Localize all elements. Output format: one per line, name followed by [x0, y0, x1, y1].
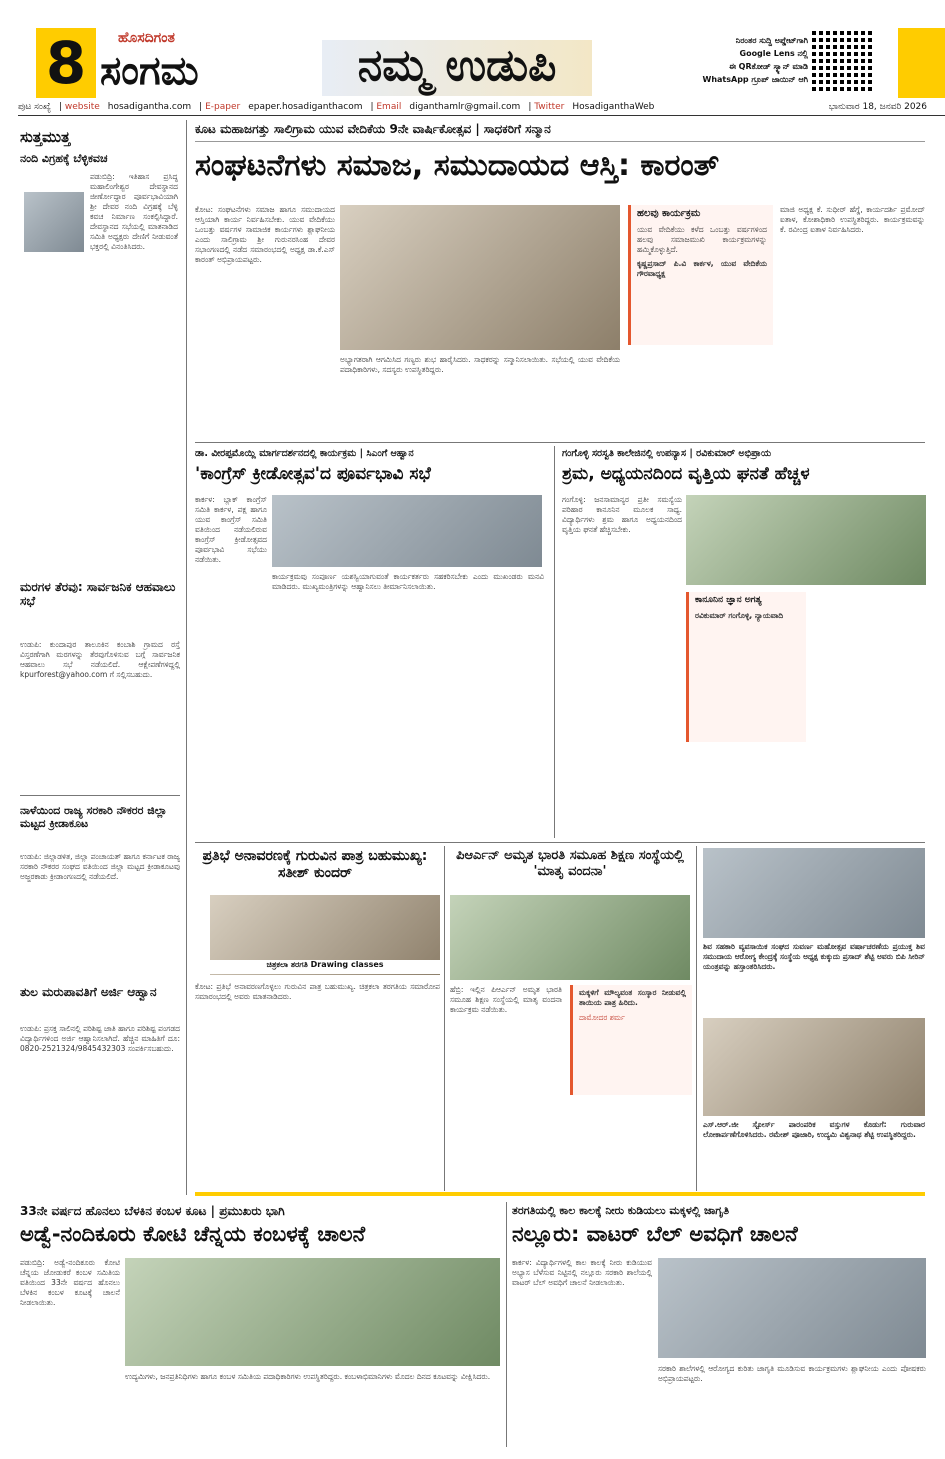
bottom-left-headline: ಅಡ್ವೆ-ನಂದಿಕೂರು ಕೋಟಿ ಚೆನ್ನಯ ಕಂಬಳಕ್ಕೆ ಚಾಲನೆ	[20, 1222, 366, 1246]
mid-left-photo	[272, 495, 542, 567]
mid-right-kicker: ಗಂಗೊಳ್ಳಿ ಸರಸ್ವತಿ ಕಾಲೇಜಿನಲ್ಲಿ ಉಪನ್ಯಾಸ | ರವಿಕುಮಾರ್ ಅಭಿಪ್ರಾಯ	[562, 448, 772, 459]
low-mid-photo	[450, 895, 690, 980]
qr-line: ನಿರಂತರ ಸುದ್ದಿ ಅಪ್ಡೇಟ್‌ಗಾಗಿ	[735, 36, 808, 45]
left-story-1-text: ಪಡುಬಿದ್ರಿ: ಇತಿಹಾಸ ಪ್ರಸಿದ್ಧ ಮಹಾಲಿಂಗೇಶ್ವರ ದೇವಸ್ಥಾನದ ಜೀರ್ಣೋದ್ಧಾರ ಪೂರ್ವಭಾವಿಯಾಗಿ ಶ್ರೀ ದೇವರ ನಂದಿ ವಿಗ್ರಹಕ್ಕೆ ಬೆಳ್ಳಿ ಕವಚ ನಿರ್ಮಾಣ ಸಂಕಲ್ಪಿಸಿದ್ದಾರೆ. ದೇವಸ್ಥಾನದ ಸಭೆಯಲ್ಲಿ ಮಾತನಾಡಿದ ಸಮಿತಿ ಅಧ್ಯಕ್ಷರು ದೇಣಿಗೆ ನೀಡುವಂತೆ ಭಕ್ತರಲ್ಲಿ ವಿನಂತಿಸಿದರು.	[90, 172, 178, 251]
bottom-left-text-1: ಪಡುಬಿದ್ರಿ: ಅಡ್ವೆ-ನಂದಿಕೂರು ಕೋಟಿ ಚೆನ್ನಯ ಜೋಡುಕರೆ ಕಂಬಳ ಸಮಿತಿಯ ವತಿಯಿಂದ 33ನೇ ವರ್ಷದ ಹೊನಲು ಬೆಳಕಿನ ಕಂಬಳ ಕೂಟಕ್ಕೆ ಚಾಲನೆ ನೀಡಲಾಯಿತು.	[20, 1258, 120, 1307]
qr-code-icon[interactable]	[812, 30, 872, 94]
box-credit: ಕೃಷ್ಣಪ್ರಸಾದ್ ಪಿ.ವಿ ಕಾರ್ಕಳ, ಯುವ ವೇದಿಕೆಯ ಗೌರವಾಧ್ಯಕ್ಷ	[637, 259, 767, 278]
column-rule	[696, 846, 697, 1191]
bottom-right-text-1: ಕಾರ್ಕಳ: ವಿದ್ಯಾರ್ಥಿಗಳಲ್ಲಿ ಕಾಲ ಕಾಲಕ್ಕೆ ನೀರು ಕುಡಿಯುವ ಅಭ್ಯಾಸ ಬೆಳೆಸುವ ನಿಟ್ಟಿನಲ್ಲಿ ನಲ್ಲೂರು ಸರಕಾರಿ ಶಾಲೆಯಲ್ಲಿ ವಾಟರ್ ಬೆಲ್ ಅವಧಿಗೆ ಚಾಲನೆ ನೀಡಲಾಯಿತು.	[512, 1258, 652, 1287]
top-text-1: ಕೋಟ: ಸಂಘಟನೆಗಳು ಸಮಾಜ ಹಾಗೂ ಸಮುದಾಯದ ಆಸ್ತಿಯಾಗಿ ಕಾರ್ಯ ನಿರ್ವಹಿಸಬೇಕು. ಯುವ ವೇದಿಕೆಯು ಒಂಬತ್ತು ವರ್ಷಗಳ ಸಾಮಾಜಿಕ ಕಾರ್ಯಗಳು ಶ್ಲಾಘನೀಯ ಎಂದು ಸಾಲಿಗ್ರಾಮ ಶ್ರೀ ಗುರುನರಸಿಂಹ ದೇವರ ಸಭಾಂಗಣದಲ್ಲಿ ನಡೆದ ಸಮಾರಂಭದಲ್ಲಿ ಅಧ್ಯಕ್ಷ ಡಾ.ಕೆ.ಎಸ್ ಕಾರಂತ್ ಅಭಿಪ್ರಾಯಪಟ್ಟರು.	[195, 205, 335, 264]
statue-photo	[24, 192, 84, 252]
top-text-2: ಅಭ್ಯಾಗತರಾಗಿ ಆಗಮಿಸಿದ ಗಣ್ಯರು ಶುಭ ಹಾರೈಸಿದರು. ಸಾಧಕರನ್ನು ಸನ್ಮಾನಿಸಲಾಯಿತು. ಸಭೆಯಲ್ಲಿ ಯುವ ವೇದಿಕೆಯ ಪದಾಧಿಕಾರಿಗಳು, ಸದಸ್ಯರು ಉಪಸ್ಥಿತರಿದ್ದರು.	[340, 355, 620, 374]
section-title: ನಮ್ಮ ಉಡುಪಿ	[322, 40, 592, 96]
bench-photo	[703, 1018, 925, 1116]
bottom-left-kicker: 33ನೇ ವರ್ಷದ ಹೊನಲು ಬೆಳಕಿನ ಕಂಬಳ ಕೂಟ | ಪ್ರಮುಖರು ಭಾಗಿ	[20, 1204, 285, 1218]
top-headline: ಸಂಘಟನೆಗಳು ಸಮಾಜ, ಸಮುದಾಯದ ಆಸ್ತಿ: ಕಾರಂತ್	[195, 148, 720, 183]
qr-line: ಈ QRಕೋಡ್ ಸ್ಕ್ಯಾನ್ ಮಾಡಿ	[728, 62, 808, 71]
epaper-link[interactable]: epaper.hosadiganthacom	[248, 102, 363, 112]
low-left-headline: ಪ್ರತಿಭೆ ಅನಾವರಣಕ್ಕೆ ಗುರುವಿನ ಪಾತ್ರ ಬಹುಮುಖ್ಯ: ಸತೀಶ್ ಕುಂದರ್	[202, 848, 428, 881]
top-photo	[340, 205, 620, 350]
page-number: 8	[36, 28, 96, 98]
mid-right-photo	[686, 495, 926, 585]
box-credit: ರವಿಕುಮಾರ್ ಗಂಗೊಳ್ಳಿ, ನ್ಯಾಯವಾದಿ	[695, 610, 784, 620]
low-right-caption-1: ಶಿವ ಸಹಕಾರಿ ವ್ಯವಸಾಯಿಕ ಸಂಘದ ಸುವರ್ಣ ಮಹೋತ್ಸವ ವರ್ಷಾಚರಣೆಯ ಪ್ರಯುಕ್ತ ಶಿವ ಸಮುದಾಯ ಆರೋಗ್ಯ ಕೇಂದ್ರಕ್ಕೆ ಸಂಸ್ಥೆಯ ಅಧ್ಯಕ್ಷ ಕುಕ್ಕುದು ಪ್ರಸಾದ್ ಶೆಟ್ಟಿ ಅವರು ಬಿಪಿ ಸೀರಿನ್ ಯಂತ್ರವನ್ನು ಹಸ್ತಾಂತರಿಸಿದರು.	[703, 942, 925, 971]
photo-caption: ಚಿತ್ರಕಲಾ ತರಗತಿ Drawing classes	[210, 960, 440, 974]
epaper-label: E-paper	[205, 102, 241, 112]
info-bar: ಪುಟ ಸಂಖ್ಯೆ | website hosadigantha.com | E-paper epaper.hosadiganthacom | Email diganthamlr@gmail.com | Twitter HosadiganthaWeb ಭಾನುವಾರ 18, ಜನವರಿ 2026	[18, 98, 945, 116]
low-left-text: ಕೋಟ: ಪ್ರತಿಭೆ ಅನಾವರಣಗೊಳ್ಳಲು ಗುರುವಿನ ಪಾತ್ರ ಬಹುಮುಖ್ಯ. ಚಿತ್ರಕಲಾ ತರಗತಿಯ ಸಮಾರೋಪ ಸಮಾರಂಭದಲ್ಲಿ ಅವರು ಮಾತನಾಡಿದರು.	[195, 982, 440, 1001]
left-story-4-headline: ತುಲ ಮರುಪಾವತಿಗೆ ಅರ್ಜಿ ಆಹ್ವಾನ	[20, 985, 157, 999]
low-mid-headline: ಪಿಆರ್ಎನ್ ಅಮೃತ ಭಾರತಿ ಸಮೂಹ ಶಿಕ್ಷಣ ಸಂಸ್ಥೆಯಲ್ಲಿ 'ಮಾತೃ ವಂದನಾ'	[456, 848, 684, 879]
highlight-box	[628, 205, 773, 345]
qr-line: WhatsApp ಗ್ರೂಪ್ ಜಾಯಿನ್ ಆಗಿ	[702, 75, 808, 84]
box-title: ಕಾನೂನಿನ ಜ್ಞಾನ ಅಗತ್ಯ	[695, 595, 762, 605]
bottom-left-text-2: ಉದ್ಯಮಿಗಳು, ಜನಪ್ರತಿನಿಧಿಗಳು ಹಾಗೂ ಕಂಬಳ ಸಮಿತಿಯ ಪದಾಧಿಕಾರಿಗಳು ಉಪಸ್ಥಿತರಿದ್ದರು. ಕಂಬಳಾಭಿಮಾನಿಗಳು ಮೊದಲ ದಿನದ ಕೂಟವನ್ನು ವೀಕ್ಷಿಸಿದರು.	[125, 1372, 491, 1381]
top-kicker: ಕೂಟ ಮಹಾಜಗತ್ತು ಸಾಲಿಗ್ರಾಮ ಯುವ ವೇದಿಕೆಯ 9ನೇ ವಾರ್ಷಿಕೋತ್ಸವ | ಸಾಧಕರಿಗೆ ಸನ್ಮಾನ	[195, 122, 925, 142]
brand-small: ಹೊಸದಿಗಂತ	[118, 30, 175, 46]
decor-bar	[195, 1192, 925, 1196]
bottom-right-kicker: ತರಗತಿಯಲ್ಲಿ ಕಾಲ ಕಾಲಕ್ಕೆ ನೀರು ಕುಡಿಯಲು ಮಕ್ಕಳಲ್ಲಿ ಜಾಗೃತಿ	[512, 1204, 730, 1217]
email-link[interactable]: diganthamlr@gmail.com	[409, 102, 521, 112]
web-label: website	[64, 102, 100, 112]
qr-line: Google Lens ನಲ್ಲಿ	[739, 49, 808, 58]
mid-left-text-2: ಕಾರ್ಯಕ್ರಮವು ಸಂಪೂರ್ಣ ಯಶಸ್ವಿಯಾಗುವಂತೆ ಕಾರ್ಯಕರ್ತರು ಸಹಕರಿಸಬೇಕು ಎಂದು ಮುಖಂಡರು ಮನವಿ ಮಾಡಿದರು. ಮುಖ್ಯಮಂತ್ರಿಗಳನ್ನು ಆಹ್ವಾನಿಸಲು ತೀರ್ಮಾನಿಸಲಾಯಿತು.	[272, 572, 544, 591]
column-rule	[186, 120, 187, 1195]
twitter-label: Twitter	[534, 102, 565, 112]
divider	[195, 442, 925, 443]
column-rule	[506, 1202, 507, 1447]
left-story-3-text: ಉಡುಪಿ: ಜಿಲ್ಲಾಡಳಿತ, ಜಿಲ್ಲಾ ಪಂಚಾಯತ್ ಹಾಗೂ ಕರ್ನಾಟಕ ರಾಜ್ಯ ಸರಕಾರಿ ನೌಕರರ ಸಂಘದ ವತಿಯಿಂದ ಜಿಲ್ಲಾ ಮಟ್ಟದ ಕ್ರೀಡಾಕೂಟವು ಅಜ್ಜರಕಾಡು ಕ್ರೀಡಾಂಗಣದಲ್ಲಿ ನಡೆಯಲಿದೆ.	[20, 852, 180, 881]
left-column-title: ಸುತ್ತಮುತ್ತ	[20, 128, 71, 146]
low-mid-box	[570, 985, 692, 1095]
mid-right-text-1: ಗಂಗೊಳ್ಳಿ: ಜನಸಾಮಾನ್ಯರ ಪ್ರತೀ ಸಮಸ್ಯೆಯ ಪರಿಹಾರ ಕಾನೂನಿನ ಮೂಲಕ ಸಾಧ್ಯ. ವಿದ್ಯಾರ್ಥಿಗಳು ಶ್ರಮ ಹಾಗೂ ಅಧ್ಯಯನದಿಂದ ವೃತ್ತಿಯ ಘನತೆ ಹೆಚ್ಚಿಸಬೇಕು.	[562, 495, 682, 534]
mid-right-box	[686, 592, 806, 742]
email-label: Email	[376, 102, 402, 112]
box-text: ಯುವ ವೇದಿಕೆಯು ಕಳೆದ ಒಂಬತ್ತು ವರ್ಷಗಳಿಂದ ಹಲವು ಸಮಾಜಮುಖಿ ಕಾರ್ಯಕ್ರಮಗಳನ್ನು ಹಮ್ಮಿಕೊಳ್ಳುತ್ತಿದೆ.	[637, 225, 767, 254]
column-rule	[444, 846, 445, 1191]
issue-date: ಭಾನುವಾರ 18, ಜನವರಿ 2026	[828, 102, 927, 112]
left-story-1-headline: ನಂದಿ ವಿಗ್ರಹಕ್ಕೆ ಬೆಳ್ಳಿಕವಚ	[20, 152, 108, 165]
decor-band	[898, 28, 945, 100]
brand-title: ಸಂಗಮ	[100, 48, 199, 94]
divider	[195, 842, 925, 843]
left-story-4-text: ಉಡುಪಿ: ಪ್ರಸಕ್ತ ಸಾಲಿನಲ್ಲಿ ಪರಿಶಿಷ್ಟ ಜಾತಿ ಹಾಗೂ ಪರಿಶಿಷ್ಟ ಪಂಗಡದ ವಿದ್ಯಾರ್ಥಿಗಳಿಂದ ಅರ್ಜಿ ಆಹ್ವಾನಿಸಲಾಗಿದೆ. ಹೆಚ್ಚಿನ ಮಾಹಿತಿಗೆ ದೂ: 0820-2521324/9845432303 ಸಂಪರ್ಕಿಸಬಹುದು.	[20, 1024, 180, 1053]
box-credit: ದಾಮೋದರ ಶರ್ಮ	[579, 1013, 625, 1022]
pages-label: ಪುಟ ಸಂಖ್ಯೆ	[18, 102, 51, 112]
mid-right-headline: ಶ್ರಮ, ಅಧ್ಯಯನದಿಂದ ವೃತ್ತಿಯ ಘನತೆ ಹೆಚ್ಚಳ	[562, 464, 810, 484]
low-mid-text: ಹೆಬ್ರಿ: ಇಲ್ಲಿನ ಪಿಆರ್ಎನ್ ಅಮೃತ ಭಾರತಿ ಸಮೂಹ ಶಿಕ್ಷಣ ಸಂಸ್ಥೆಯಲ್ಲಿ ಮಾತೃ ವಂದನಾ ಕಾರ್ಯಕ್ರಮ ನಡೆಯಿತು.	[450, 985, 562, 1014]
mid-left-headline: 'ಕಾಂಗ್ರೆಸ್ ಕ್ರೀಡೋತ್ಸವ'ದ ಪೂರ್ವಭಾವಿ ಸಭೆ	[195, 464, 431, 484]
top-text-3: ಮಾಜಿ ಅಧ್ಯಕ್ಷ ಕೆ. ಸುಧೀರ್ ಹೆಗ್ಡೆ, ಕಾರ್ಯದರ್ಶಿ ಪ್ರಮೋದ್ ಐತಾಳ, ಕೋಶಾಧಿಕಾರಿ ಉಪಸ್ಥಿತರಿದ್ದರು. ಕಾರ್ಯಕ್ರಮವನ್ನು ಕೆ. ರವೀಂದ್ರ ಐತಾಳ ನಿರ್ವಹಿಸಿದರು.	[780, 205, 925, 234]
bottom-right-headline: ನಲ್ಲೂರು: ವಾಟರ್ ಬೆಲ್ ಅವಧಿಗೆ ಚಾಲನೆ	[512, 1222, 798, 1246]
column-rule	[554, 446, 555, 838]
low-right-caption-2: ಎಸ್.ಆರ್.ಜೀ ಸ್ಟೋರ್ಸ್ ಪಾರಂಪರಿಕ ವಸ್ತುಗಳ ಕೊಡುಗೆ: ಗುರುವಾರ ಲೋಕಾರ್ಪಣೆಗೊಳಿಸಿದರು. ರಮೇಶ್ ಪೂಜಾರಿ, ಉದ್ಯಮಿ ವಿಶ್ವನಾಥ ಶೆಟ್ಟಿ ಉಪಸ್ಥಿತರಿದ್ದರು.	[703, 1120, 925, 1139]
bottom-right-text-2: ಸರಕಾರಿ ಶಾಲೆಗಳಲ್ಲಿ ಆರೋಗ್ಯದ ಕುರಿತು ಜಾಗೃತಿ ಮೂಡಿಸುವ ಕಾರ್ಯಕ್ರಮಗಳು ಶ್ಲಾಘನೀಯ ಎಂದು ಪೋಷಕರು ಅಭಿಪ್ರಾಯಪಟ್ಟರು.	[658, 1364, 926, 1383]
twitter-link[interactable]: HosadiganthaWeb	[572, 102, 655, 112]
left-story-2-headline: ಮರಗಳ ತೆರವು: ಸಾರ್ವಜನಿಕ ಆಹವಾಲು ಸಭೆ	[20, 580, 176, 609]
mid-left-text-1: ಕಾರ್ಕಳ: ಬ್ಲಾಕ್ ಕಾಂಗ್ರೆಸ್ ಸಮಿತಿ ಕಾರ್ಕಳ, ಪಕ್ಷ ಹಾಗೂ ಯುವ ಕಾಂಗ್ರೆಸ್ ಸಮಿತಿ ವತಿಯಿಂದ ನಡೆಯಲಿರುವ ಕಾಂಗ್ರೆಸ್ ಕ್ರೀಡೋತ್ಸವದ ಪೂರ್ವಭಾವಿ ಸಭೆಯು ನಡೆಯಿತು.	[195, 495, 267, 564]
kambala-photo	[125, 1258, 500, 1366]
web-link[interactable]: hosadigantha.com	[107, 102, 192, 112]
box-text: ಮಕ್ಕಳಿಗೆ ಮೌಲ್ಯವಂತ ಸಂಸ್ಕಾರ ನೀಡುವಲ್ಲಿ ತಾಯಿಯ ಪಾತ್ರ ಹಿರಿದು.	[579, 988, 686, 1007]
health-center-photo	[703, 848, 925, 938]
divider	[20, 795, 180, 796]
qr-instructions	[648, 34, 808, 98]
mid-left-kicker: ಡಾ. ವೀರಪ್ಪಮೊಯ್ಲಿ ಮಾರ್ಗದರ್ಶನದಲ್ಲಿ ಕಾರ್ಯಕ್ರಮ | ಸಿಎಂಗೆ ಆಹ್ವಾನ	[195, 448, 414, 459]
left-story-2-text: ಉಡುಪಿ: ಕುಂದಾಪುರ ತಾಲೂಕಿನ ಕಂಬಾಶಿ ಗ್ರಾಮದ ರಸ್ತೆ ವಿಸ್ತರಣೆಗಾಗಿ ಮರಗಳನ್ನು ತೆರವುಗೊಳಿಸುವ ಬಗ್ಗೆ ಸಾರ್ವಜನಿಕ ಆಹವಾಲು ಸಭೆ ನಡೆಯಲಿದೆ. ಆಕ್ಷೇಪಣೆಗಳಿದ್ದಲ್ಲಿ kpurforest@yahoo.com ಗೆ ಸಲ್ಲಿಸಬಹುದು.	[20, 640, 180, 679]
water-bell-photo	[658, 1258, 926, 1358]
left-story-3-headline: ನಾಳೆಯಿಂದ ರಾಜ್ಯ ಸರಕಾರಿ ನೌಕರರ ಜಿಲ್ಲಾ ಮಟ್ಟದ ಕ್ರೀಡಾಕೂಟ	[20, 804, 167, 831]
box-title: ಹಲವು ಕಾರ್ಯಕ್ರಮ	[637, 208, 701, 219]
